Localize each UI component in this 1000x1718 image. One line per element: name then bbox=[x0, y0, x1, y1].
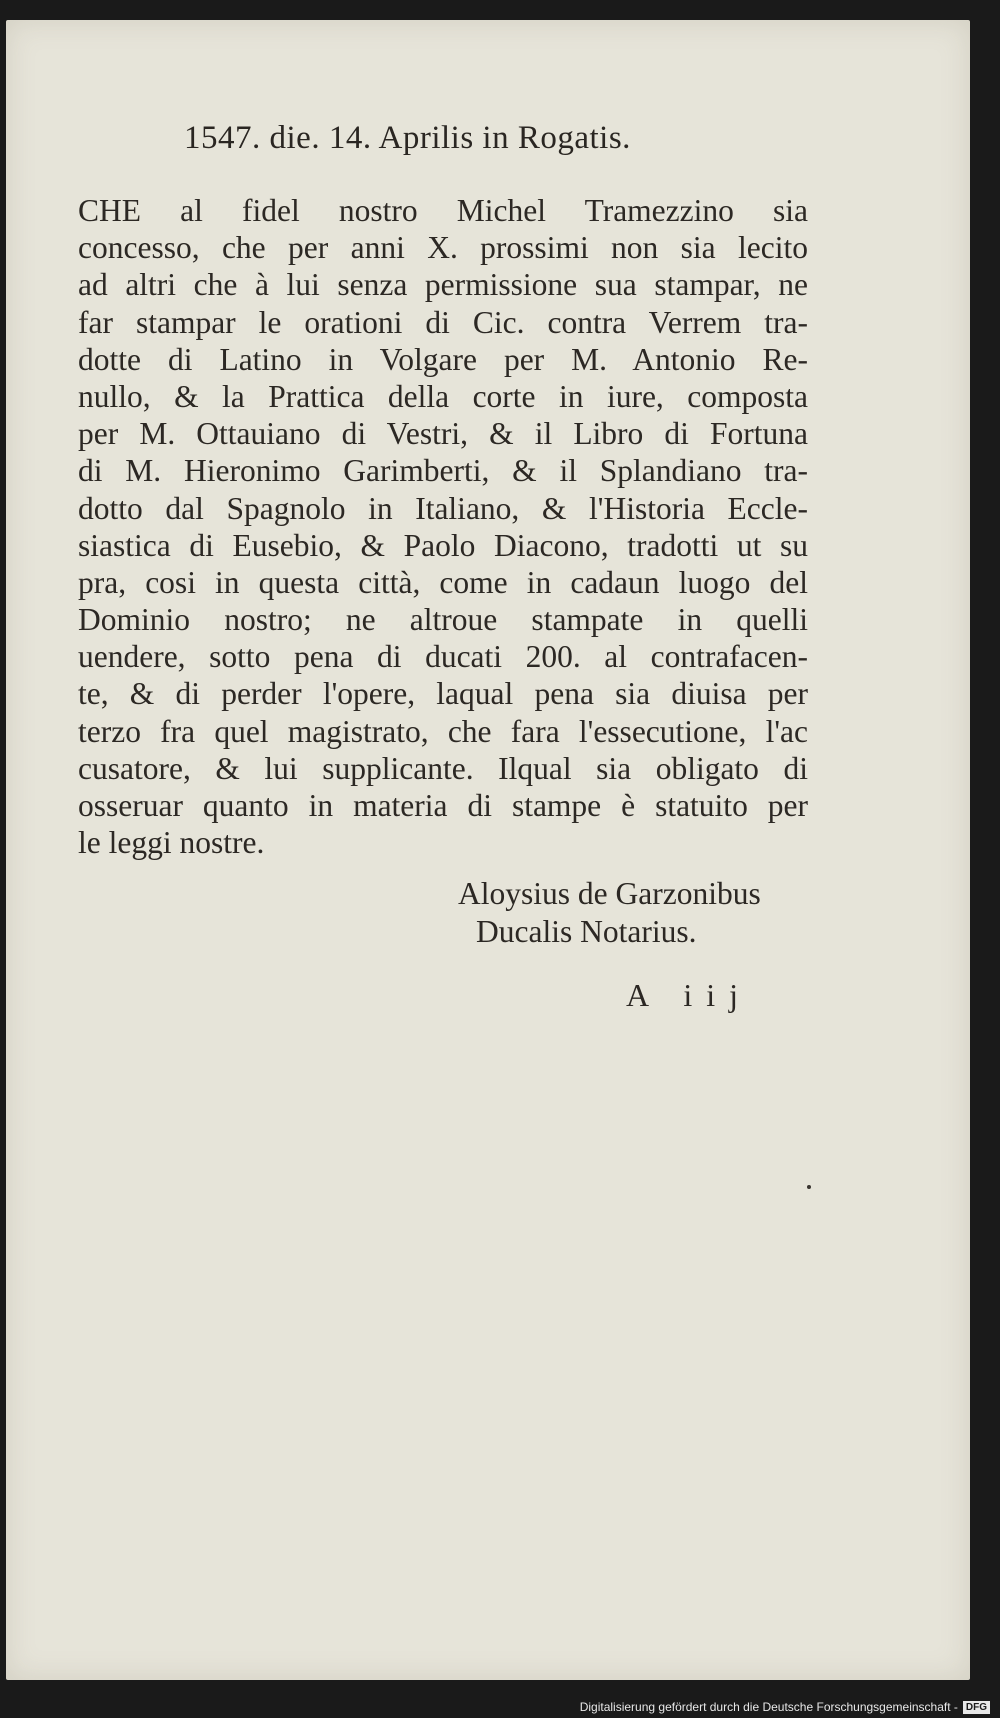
text-line: dotto dal Spagnolo in Italiano, & l'Historia Eccle- bbox=[78, 490, 808, 526]
ink-speck bbox=[807, 1185, 811, 1189]
notary-signature bbox=[458, 875, 761, 951]
text-line: cusatore, & lui supplicante. Ilqual sia obligato di bbox=[78, 750, 808, 786]
text-line: far stampar le orationi di Cic. contra Verrem tra- bbox=[78, 304, 808, 340]
credit-text: Digitalisierung gefördert durch die Deutsche Forschungsgemeinschaft - bbox=[579, 1700, 958, 1714]
text-line: dotte di Latino in Volgare per M. Antonio Re- bbox=[78, 341, 808, 377]
notary-role: Ducalis Notarius. bbox=[476, 914, 697, 949]
text-line: concesso, che per anni X. prossimi non sia lecito bbox=[78, 230, 808, 266]
dfg-logo-icon: DFG bbox=[963, 1701, 990, 1714]
text-line: CHE al fidel nostro Michel Tramezzino sia bbox=[78, 193, 808, 228]
text-line: uendere, sotto pena di ducati 200. al contrafacen- bbox=[78, 639, 808, 675]
decree-text bbox=[78, 192, 808, 861]
text-line: ad altri che à lui senza permissione sua stampar, ne bbox=[78, 267, 808, 303]
page-heading: 1547. die. 14. Aprilis in Rogatis. bbox=[184, 120, 631, 156]
text-line: Dominio nostro; ne altroue stampate in quelli bbox=[78, 602, 808, 638]
book-page bbox=[6, 20, 970, 1680]
text-line: pra, cosi in questa città, come in cadaun luogo del bbox=[78, 564, 808, 600]
footer-bar bbox=[0, 1684, 1000, 1718]
text-line: terzo fra quel magistrato, che fara l'essecutione, l'ac bbox=[78, 713, 808, 749]
notary-name: Aloysius de Garzonibus bbox=[458, 876, 761, 911]
digitization-credit bbox=[580, 1700, 990, 1714]
text-line: di M. Hieronimo Garimberti, & il Splandiano tra- bbox=[78, 453, 808, 489]
text-line: siastica di Eusebio, & Paolo Diacono, tradotti ut su bbox=[78, 527, 808, 563]
text-line: nullo, & la Prattica della corte in iure, composta bbox=[78, 378, 808, 414]
text-line: te, & di perder l'opere, laqual pena sia diuisa per bbox=[78, 676, 808, 712]
text-line: le leggi nostre. bbox=[78, 825, 265, 861]
text-line: osseruar quanto in materia di stampe è statuito per bbox=[78, 788, 808, 823]
signature-mark: A iij bbox=[626, 977, 753, 1013]
text-line: per M. Ottauiano di Vestri, & il Libro di Fortuna bbox=[78, 416, 808, 452]
